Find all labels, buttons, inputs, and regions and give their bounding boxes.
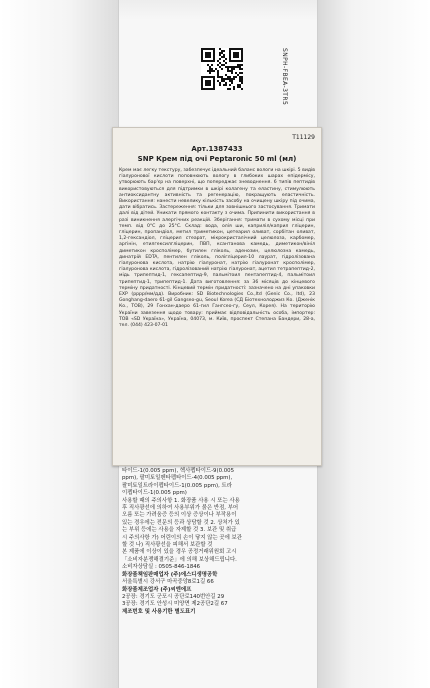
qr-code <box>201 48 243 90</box>
korean-line: 화장품책임판매업자 (주)에스디생명공학 <box>122 571 218 578</box>
ukrainian-label-sticker <box>112 127 322 466</box>
korean-line: 후 직사광선에 의하여 사용부위가 붉은 반점, 부어 <box>122 505 239 512</box>
korean-line: 「소비자분쟁해결기준」에 의해 보상해드립니다. <box>122 556 237 563</box>
korean-line: 2공장: 경기도 군포시 공단로140번안길 29 <box>122 593 225 600</box>
korean-line: 오름 또는 가려움증 등의 이상 증상이나 부작용이 <box>122 512 237 519</box>
korean-line: 제조번호 및 사용기한 별도표기 <box>122 608 196 615</box>
korean-line: 는 부위 등에는 사용을 자제할 것 3. 보관 및 취급 <box>122 527 237 534</box>
background-left <box>0 0 118 688</box>
korean-line: 사용할 때의 주의사항 1. 화장품 사용 시 또는 사용 <box>122 497 240 504</box>
korean-line: ppm), 팔미토일펜타펩타이드-4(0.005 ppm), <box>122 475 233 482</box>
korean-line: 시 주의사항 가) 어린이의 손이 닿지 않는 곳에 보관 <box>122 534 242 541</box>
sku-code: SNPH-FBEA-3TR5 <box>281 48 288 106</box>
korean-line: 본 제품에 이상이 있을 경우 공정거래위원회 고시 <box>122 549 237 556</box>
product-name: SNP Крем під очі Peptaronic 50 ml (мл) <box>137 155 297 163</box>
korean-line: 화장품제조업자 (주)씨엔에프 <box>122 586 192 593</box>
korean-line: 서울특별시 강서구 마곡중앙8로1길 66 <box>122 579 214 586</box>
korean-line: 있는 경우에는 전문의 등과 상담할 것 2. 상처가 있 <box>122 519 240 526</box>
korean-line: 타이드-1(0.005 ppm), 헥사펩타이드-9(0.005 <box>122 468 235 474</box>
korean-label-text <box>122 468 316 616</box>
korean-line: 소비자상담실 : 0505-846-1846 <box>122 564 201 571</box>
korean-line: 팔미토일트라이펩타이드-1(0.005 ppm), 트라 <box>122 482 232 489</box>
korean-line: 이펩타이드-1(0.005 ppm) <box>122 490 187 497</box>
sticker-code: Т11129 <box>292 134 315 141</box>
korean-line: 할 것 나) 직사광선을 피해서 보관할 것 <box>122 542 213 549</box>
article-number: Арт.1387433 <box>191 145 243 153</box>
label-body-text: Крем має легку текстуру, забезпечує ідеальний баланс вологи на шкірі. 5 видів гіалуронової кислоти поповнюють вологу в глибоких шарах епідермісу, утворюють бар'єр на поверхні, що попереджає зневоднення. 6 типів пептидів використовуються для підтримки в шкірі колагену та еластину, стимулюють антиоксидантну активність та регенерацію, покращують еластичність. Використання: нанести невелику кількість засобу на очищену шкіру під очима, дати вібратись. Застереження: тільки для зовнішнього застосування. Тримати далі від дітей. Уникати прямого контакту з очима. Припинити використання в разі виникнення алергічних реакцій. Зберігання: тримати в сухому місці при темп. від 0°С до 25°С. Склад: вода, олія ши, каприліл/каприл гліцерин, гліцерин, пропандіол, метил триметикон, цетеарил оливат, сорбітан оливат, 1,2-гександіол, гліцерил стеарат, мікрокристалічний целюлоза, карбомер, аргінін, етилгексилгліцерин, ПВП, ксантанова камедь, диметикон/вініл диметикон кросполімер, бутилен гліколь, аденозин, целюлозна камедь, динатрій EDTA, пентилен гліколь, поліглiцерил-10 лаурат, гідролізована гіалуронова кислота, натрію гіалуронат, натрію гіалуронат кросполімер, гіалуронова кислота, гідролізований натрію гіалуронат, ацетил тетрапептид-2, мідь трипептид-1, гексапептид-9, пальмітоил пентапептид-4, пальмітоил трипептид-1, трипептид-1. Дата виготовлення: за 36 місяців до кінцевого терміну придатності. Кінцевий термін придатності: зазначено на дні упаковки ЕХР (рррр/мм/дд). Виробник: SD Biotechnologies Co.,ltd (Genic Co., ltd), 23 Gonghang-daero 61-gil Gangseo-gu, Seoul Korea (СД Біотехнолоджиз Ко. (Дженік Ко., ТОВ), 29 Гонхан-даеро 61-гил Гангсео-гу, Сеул, Корея). На територію України завезення щодо товару: приймає відповідальність особа, імпортер: ТОВ «SD Україна», Україна, 04073, м. Київ, проспект Степана Бандери, 28-а, тел. (044) 423-07-01 <box>119 168 315 329</box>
background-right <box>318 0 430 688</box>
korean-line: 3공장: 경기도 안성시 미양면 제2공단2길 67 <box>122 601 228 608</box>
